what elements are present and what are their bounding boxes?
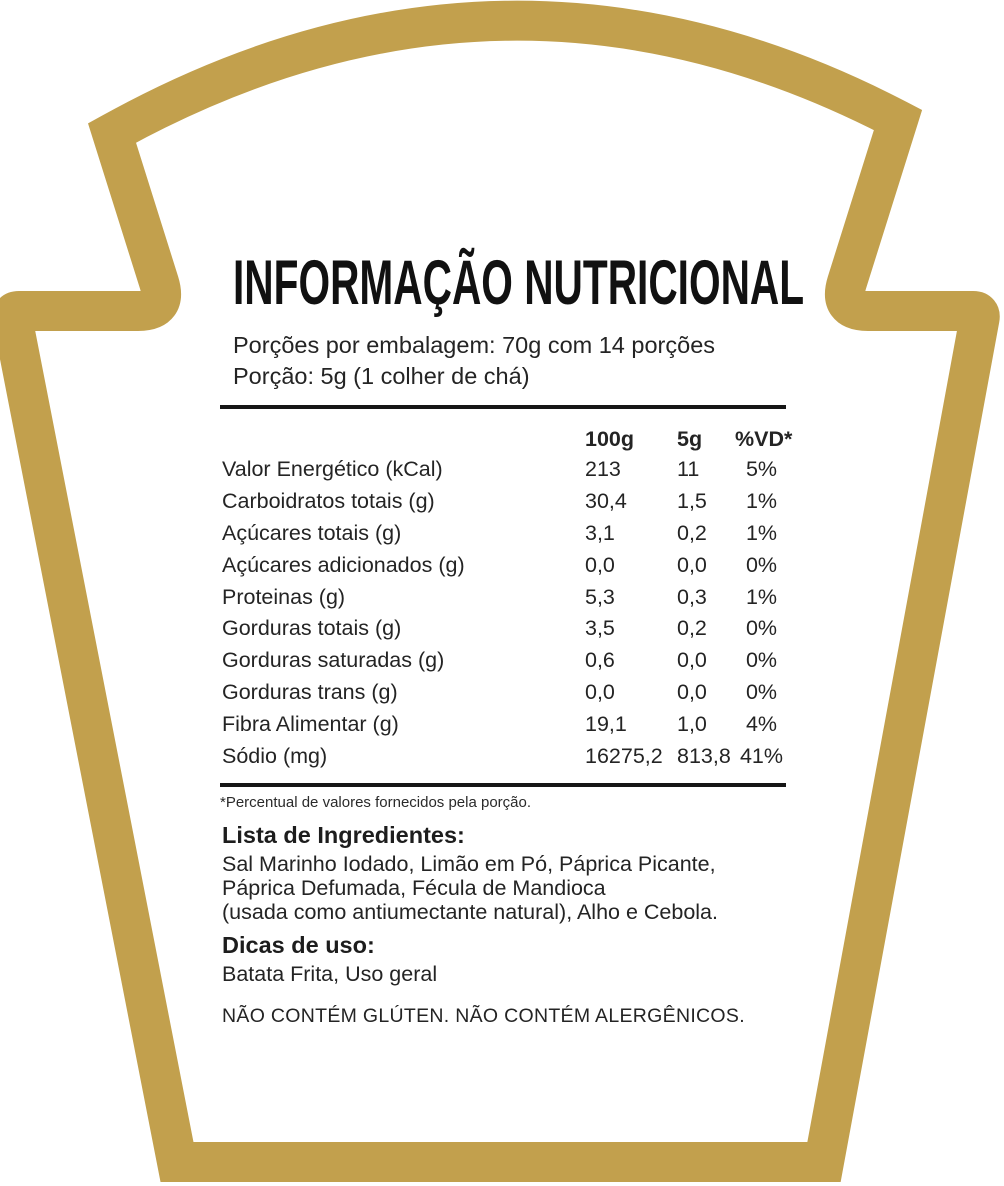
- ingredients-line: (usada como antiumectante natural), Alho e Cebola.: [222, 900, 718, 924]
- value-100g: 5,3: [585, 584, 615, 609]
- row-label: Gorduras totais (g): [222, 616, 402, 641]
- value-5g: 0,0: [677, 679, 707, 704]
- value-100g: 0,0: [585, 552, 615, 577]
- table-row: [222, 581, 788, 613]
- nutrition-table: [222, 424, 793, 772]
- value-100g: 16275,2: [585, 743, 663, 768]
- ingredients-line: Sal Marinho Iodado, Limão em Pó, Páprica Picante,: [222, 852, 716, 876]
- row-label: Gorduras saturadas (g): [222, 648, 445, 673]
- ingredients-text: [222, 852, 718, 924]
- value-100g: 30,4: [585, 489, 627, 514]
- column-header-100g: 100g: [585, 426, 635, 451]
- row-label: Açúcares adicionados (g): [222, 552, 465, 577]
- row-label: Carboidratos totais (g): [222, 489, 435, 514]
- value-percent-vd: 5%: [745, 457, 778, 482]
- table-row: [222, 645, 788, 677]
- value-100g: 19,1: [585, 711, 627, 736]
- row-label: Fibra Alimentar (g): [222, 711, 399, 736]
- row-label: Valor Energético (kCal): [222, 457, 443, 482]
- value-5g: 0,2: [677, 520, 707, 545]
- value-percent-vd: 0%: [745, 648, 778, 673]
- row-label: Sódio (mg): [222, 743, 328, 768]
- table-row: [222, 454, 788, 486]
- value-5g: 813,8: [677, 743, 731, 768]
- table-top-rule: [220, 405, 786, 409]
- table-row: [222, 677, 788, 709]
- column-header-5g: 5g: [677, 426, 703, 451]
- serving-size-line: Porção: 5g (1 colher de chá): [233, 363, 530, 389]
- value-percent-vd: 0%: [745, 679, 778, 704]
- value-100g: 0,6: [585, 648, 615, 673]
- value-5g: 0,2: [677, 616, 707, 641]
- row-label: Proteinas (g): [222, 584, 346, 609]
- value-100g: 3,1: [585, 520, 615, 545]
- table-row: [222, 518, 788, 550]
- value-percent-vd: 0%: [745, 616, 778, 641]
- usage-tips-heading: Dicas de uso:: [222, 932, 375, 958]
- value-percent-vd: 1%: [745, 520, 778, 545]
- table-header-row: [222, 424, 793, 454]
- table-row: [222, 613, 788, 645]
- value-percent-vd: 0%: [745, 552, 778, 577]
- value-percent-vd: 4%: [745, 711, 778, 736]
- row-label: Gorduras trans (g): [222, 679, 398, 704]
- daily-value-footnote: *Percentual de valores fornecidos pela porção.: [220, 794, 532, 811]
- value-100g: 213: [585, 457, 621, 482]
- value-5g: 0,0: [677, 552, 707, 577]
- table-row: [222, 549, 788, 581]
- servings-per-package-line: Porções por embalagem: 70g com 14 porções: [233, 332, 716, 358]
- value-100g: 3,5: [585, 616, 615, 641]
- value-5g: 0,0: [677, 648, 707, 673]
- value-percent-vd: 41%: [739, 743, 784, 768]
- value-5g: 11: [677, 457, 700, 482]
- usage-tips-text: Batata Frita, Uso geral: [222, 962, 438, 986]
- table-row: [222, 740, 788, 772]
- column-header-vd: %VD*: [735, 426, 793, 451]
- value-5g: 1,5: [677, 489, 707, 514]
- value-5g: 0,3: [677, 584, 707, 609]
- table-bottom-rule: [220, 783, 786, 787]
- value-100g: 0,0: [585, 679, 615, 704]
- table-row: [222, 486, 788, 518]
- ingredients-line: Páprica Defumada, Fécula de Mandioca: [222, 876, 606, 900]
- row-label: Açúcares totais (g): [222, 520, 402, 545]
- table-row: [222, 708, 788, 740]
- ingredients-heading: Lista de Ingredientes:: [222, 822, 465, 848]
- value-5g: 1,0: [677, 711, 707, 736]
- page-title: INFORMAÇÃO NUTRICIONAL: [233, 248, 805, 318]
- value-percent-vd: 1%: [745, 584, 778, 609]
- value-percent-vd: 1%: [745, 489, 778, 514]
- allergen-statement: NÃO CONTÉM GLÚTEN. NÃO CONTÉM ALERGÊNICOS.: [222, 1005, 745, 1027]
